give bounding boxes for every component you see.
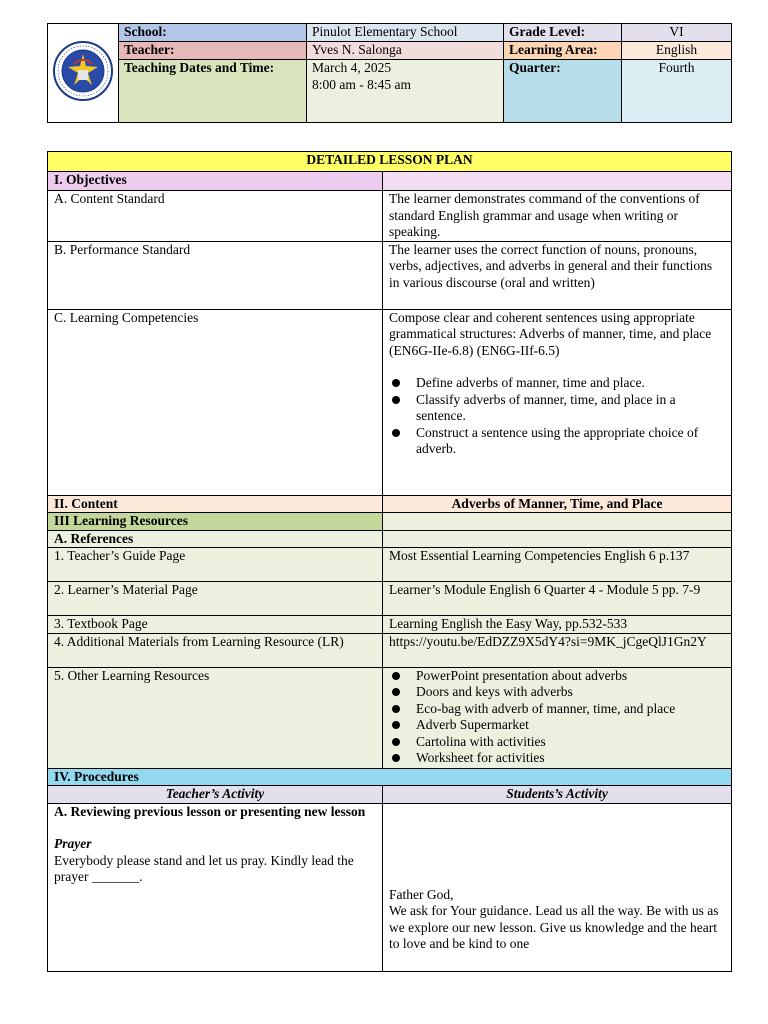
other-resources-value (383, 667, 732, 768)
dates-value (307, 60, 504, 123)
list-item: Classify adverbs of manner, time, and place in a sentence. (389, 392, 725, 425)
resources-heading: III Learning Resources (48, 513, 383, 531)
performance-standard-label: B. Performance Standard (48, 241, 383, 309)
area-value: English (622, 42, 732, 60)
learners-material-label: 2. Learner’s Material Page (48, 582, 383, 616)
list-item: Define adverbs of manner, time and place. (389, 375, 725, 392)
school-label: School: (119, 24, 307, 42)
list-item: Doors and keys with adverbs (389, 684, 725, 701)
resources-heading-blank (383, 513, 732, 531)
prayer-label: Prayer (54, 836, 92, 851)
additional-materials-link[interactable]: https://youtu.be/EdDZZ9X5dY4?si=9MK_jCgeQlJ1Gn2Y (383, 633, 732, 667)
grade-label: Grade Level: (504, 24, 622, 42)
step-a-heading: A. Reviewing previous lesson or presenting new lesson (54, 803, 366, 819)
dates-label: Teaching Dates and Time: (119, 60, 307, 123)
lesson-plan-table (47, 151, 732, 972)
objectives-heading-blank (383, 172, 732, 191)
references-heading: A. References (48, 530, 383, 548)
list-item: Adverb Supermarket (389, 717, 725, 734)
list-item: Construct a sentence using the appropriate choice of adverb. (389, 425, 725, 458)
content-value: Adverbs of Manner, Time, and Place (383, 495, 732, 513)
textbook-value: Learning English the Easy Way, pp.532-533 (383, 616, 732, 634)
grade-value: VI (622, 24, 732, 42)
teacher-value: Yves N. Salonga (307, 42, 504, 60)
content-standard-value: The learner demonstrates command of the conventions of standard English grammar and usage when writing or speaking. (383, 191, 732, 242)
teacher-label: Teacher: (119, 42, 307, 60)
area-label: Learning Area: (504, 42, 622, 60)
quarter-value: Fourth (622, 60, 732, 123)
student-prayer-text: We ask for Your guidance. Lead us all the way. Be with us as we explore our new lesson. Give us knowledge and the heart to love and be kind to one (389, 903, 719, 951)
objective-bullet-list (389, 375, 725, 458)
additional-materials-label: 4. Additional Materials from Learning Resource (LR) (48, 633, 383, 667)
deped-seal-icon (52, 40, 114, 102)
textbook-label: 3. Textbook Page (48, 616, 383, 634)
school-value: Pinulot Elementary School (307, 24, 504, 42)
teacher-activity-header: Teacher’s Activity (48, 786, 383, 804)
learning-competencies-label: C. Learning Competencies (48, 309, 383, 495)
learners-material-value: Learner’s Module English 6 Quarter 4 - Module 5 pp. 7-9 (383, 582, 732, 616)
student-activity-header: Students’s Activity (383, 786, 732, 804)
student-activity-cell (383, 803, 732, 971)
teachers-guide-value: Most Essential Learning Competencies English 6 p.137 (383, 548, 732, 582)
time-text: 8:00 am - 8:45 am (312, 76, 411, 92)
learning-competencies-value (383, 309, 732, 495)
competency-text: Compose clear and coherent sentences using appropriate grammatical structures: Adverbs of manner, time, and place (EN6G-IIe-6.8) (EN6G-IIf-6.5) (389, 309, 712, 358)
resource-bullet-list (389, 668, 725, 767)
plan-title: DETAILED LESSON PLAN (48, 152, 732, 172)
list-item: Worksheet for activities (389, 750, 725, 767)
date-text: March 4, 2025 (312, 60, 392, 75)
header-table (47, 23, 732, 123)
teacher-prayer-text: Everybody please stand and let us pray. Kindly lead the prayer _______. (54, 852, 354, 884)
other-resources-label: 5. Other Learning Resources (48, 667, 383, 768)
references-blank (383, 530, 732, 548)
list-item: Cartolina with activities (389, 734, 725, 751)
procedures-heading: IV. Procedures (48, 768, 732, 786)
list-item: PowerPoint presentation about adverbs (389, 668, 725, 685)
teachers-guide-label: 1. Teacher’s Guide Page (48, 548, 383, 582)
deped-logo-cell (48, 24, 119, 123)
content-standard-label: A. Content Standard (48, 191, 383, 242)
student-prayer-greeting: Father God, (389, 886, 454, 902)
performance-standard-value: The learner uses the correct function of nouns, pronouns, verbs, adjectives, and adverbs in general and their functions in various discourse (oral and written) (383, 241, 732, 309)
objectives-heading: I. Objectives (48, 172, 383, 191)
content-heading: II. Content (48, 495, 383, 513)
teacher-activity-cell (48, 803, 383, 971)
list-item: Eco-bag with adverb of manner, time, and place (389, 701, 725, 718)
quarter-label: Quarter: (504, 60, 622, 123)
